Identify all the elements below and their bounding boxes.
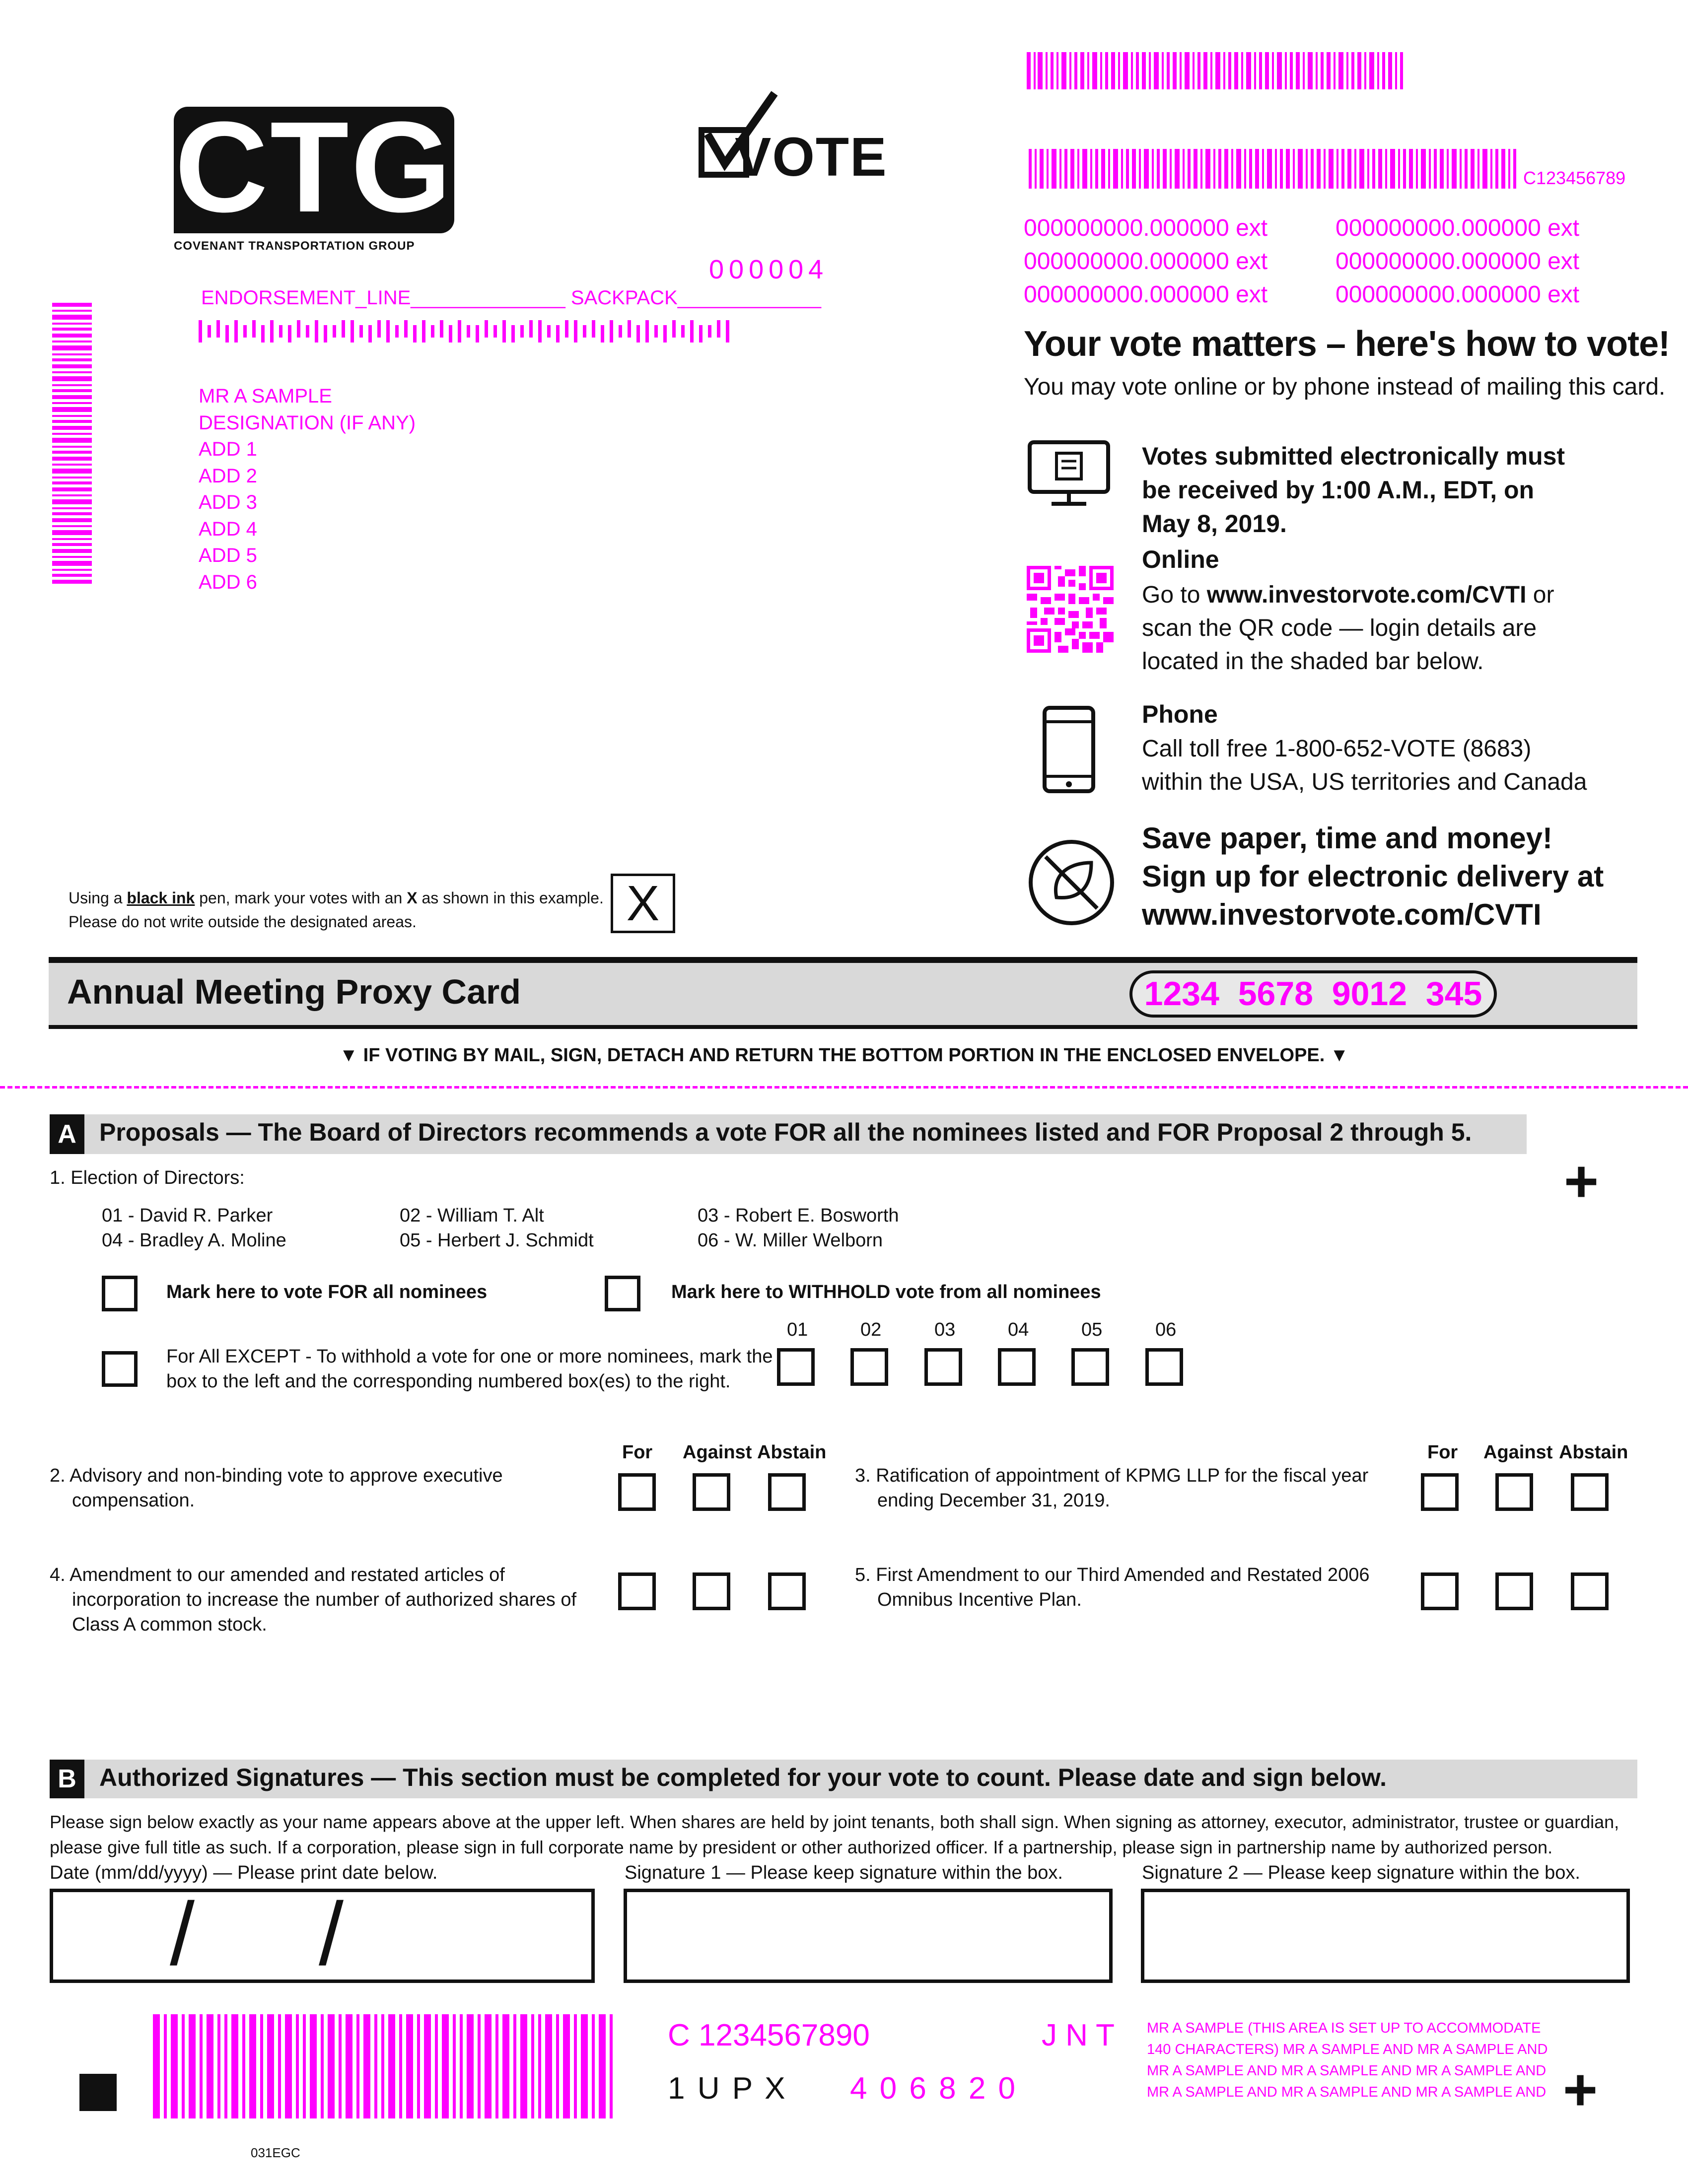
vertical-barcode xyxy=(52,303,92,586)
for-all-checkbox[interactable] xyxy=(102,1276,138,1311)
p2-against-checkbox[interactable] xyxy=(693,1473,730,1511)
online-title: Online xyxy=(1142,546,1219,573)
date-slash: / xyxy=(170,1884,195,1984)
vote-deadline: Votes submitted electronically must be received by 1:00 A.M., EDT, on May 8, 2019. xyxy=(1142,442,1565,538)
registration-square xyxy=(79,2074,117,2111)
date-slash: / xyxy=(319,1884,344,1984)
col-for: For xyxy=(622,1442,653,1463)
postal-barcode xyxy=(199,320,735,342)
example-mark-box xyxy=(611,874,675,933)
detach-line xyxy=(0,1086,1688,1089)
nominee: 05 - Herbert J. Schmidt xyxy=(400,1230,594,1251)
online-url[interactable]: www.investorvote.com/CVTI xyxy=(1206,582,1527,608)
except-checkbox-03[interactable] xyxy=(924,1348,962,1386)
for-all-label: Mark here to vote FOR all nominees xyxy=(166,1282,488,1302)
for-all-except-checkbox[interactable] xyxy=(102,1351,138,1387)
p3-against-checkbox[interactable] xyxy=(1495,1473,1533,1511)
nominee: 04 - Bradley A. Moline xyxy=(102,1230,286,1251)
vote-headline: Your vote matters – here's how to vote! xyxy=(1024,324,1670,364)
except-checkbox-06[interactable] xyxy=(1145,1348,1183,1386)
signature2-field[interactable] xyxy=(1141,1889,1630,1983)
except-checkbox-02[interactable] xyxy=(850,1348,888,1386)
example-x-mark: X xyxy=(626,876,660,931)
ext-line: 000000000.000000 ext xyxy=(1336,215,1580,241)
p4-abstain-checkbox[interactable] xyxy=(768,1572,806,1610)
nominee: 02 - William T. Alt xyxy=(400,1205,544,1226)
ext-line: 000000000.000000 ext xyxy=(1024,215,1268,241)
form-code: 031EGC xyxy=(251,2145,300,2160)
signature-instructions: Please sign below exactly as your name appears above at the upper left. When shares are held by joint tenants, both shall sign. When signing as attorney, executor, administrator, trustee or guardian, please give full title as such. If a corporation, please sign in full corporate name by president or other authorized officer. If a partnership, please sign in partnership name by authorized person. xyxy=(50,1812,1619,1857)
withhold-all-label: Mark here to WITHHOLD vote from all nominees xyxy=(671,1282,1101,1302)
except-number: 04 xyxy=(1008,1319,1029,1340)
instructions-line2: Please do not write outside the designated areas. xyxy=(69,913,417,931)
section-b-title: Authorized Signatures — This section must be completed for your vote to count. Please date and sign below. xyxy=(99,1764,1387,1791)
logo-text: CTG xyxy=(175,95,453,239)
except-checkbox-01[interactable] xyxy=(777,1348,815,1386)
proposal-3-text: 3. Ratification of appointment of KPMG LLP for the fiscal year ending December 31, 2019. xyxy=(855,1465,1369,1511)
address-line: ADD 4 xyxy=(199,518,257,540)
footer-jnt: J N T xyxy=(1042,2018,1115,2052)
sample-name-block: MR A SAMPLE (THIS AREA IS SET UP TO ACCOMMODATE 140 CHARACTERS) MR A SAMPLE AND MR A SAMPLE AND MR A SAMPLE AND MR A SAMPLE AND MR A SAMPLE AND MR A SAMPLE AND MR A SAMPLE AND MR A SAMPLE AND xyxy=(1147,2020,1548,2100)
p5-abstain-checkbox[interactable] xyxy=(1571,1572,1609,1610)
section-a-letter: A xyxy=(50,1114,84,1154)
except-number: 01 xyxy=(787,1319,808,1340)
address-block xyxy=(199,383,416,596)
except-checkbox-04[interactable] xyxy=(998,1348,1036,1386)
col-against: Against xyxy=(683,1442,752,1463)
p5-against-checkbox[interactable] xyxy=(1495,1572,1533,1610)
except-line1: For All EXCEPT - To withhold a vote for one or more nominees, mark the xyxy=(166,1346,773,1367)
nominee: 03 - Robert E. Bosworth xyxy=(698,1205,899,1226)
p3-abstain-checkbox[interactable] xyxy=(1571,1473,1609,1511)
phone-text: Call toll free 1-800-652-VOTE (8683) within the USA, US territories and Canada xyxy=(1142,736,1587,795)
online-text-post: or scan the QR code — login details are located in the shaded bar below. xyxy=(1142,582,1554,675)
p5-for-checkbox[interactable] xyxy=(1421,1572,1459,1610)
col-for: For xyxy=(1427,1442,1458,1463)
plus-mark: + xyxy=(1563,2056,1598,2123)
company-logo xyxy=(174,95,454,239)
instructions-line1: Using a black ink pen, mark your votes with an X as shown in this example. xyxy=(69,889,604,907)
instructions-text xyxy=(69,886,604,934)
endorsement-line: ENDORSEMENT_LINE______________ SACKPACK_____________ xyxy=(201,287,821,309)
address-line: MR A SAMPLE xyxy=(199,385,332,407)
qr-code-icon xyxy=(1027,566,1114,653)
signature2-label: Signature 2 — Please keep signature within the box. xyxy=(1142,1862,1580,1883)
sequence-number: 000004 xyxy=(709,255,829,284)
col-abstain: Abstain xyxy=(1559,1442,1628,1463)
section-a-title: Proposals — The Board of Directors recommends a vote FOR all the nominees listed and FOR Proposal 2 through 5. xyxy=(99,1118,1472,1146)
address-line: ADD 1 xyxy=(199,438,257,460)
ext-line: 000000000.000000 ext xyxy=(1336,248,1580,274)
proposal-5-text: 5. First Amendment to our Third Amended and Restated 2006 Omnibus Incentive Plan. xyxy=(855,1565,1370,1610)
address-line: ADD 3 xyxy=(199,491,257,513)
proxy-number-text: 1234 5678 9012 345 xyxy=(1144,975,1482,1013)
ext-line: 000000000.000000 ext xyxy=(1024,281,1268,308)
control-code: C123456789 xyxy=(1523,168,1626,188)
leaf-icon xyxy=(1027,838,1116,927)
address-line: ADD 2 xyxy=(199,465,257,487)
detach-instructions: ▼ IF VOTING BY MAIL, SIGN, DETACH AND RETURN THE BOTTOM PORTION IN THE ENCLOSED ENVELOPE. ▼ xyxy=(339,1045,1349,1066)
except-number: 03 xyxy=(934,1319,956,1340)
online-text xyxy=(1142,578,1579,678)
online-text-pre: Go to xyxy=(1142,582,1207,608)
phone-title: Phone xyxy=(1142,700,1218,728)
p2-abstain-checkbox[interactable] xyxy=(768,1473,806,1511)
proposal-4-text: 4. Amendment to our amended and restated articles of incorporation to increase the number of authorized shares of Class A common stock. xyxy=(50,1565,577,1635)
withhold-all-checkbox[interactable] xyxy=(605,1276,640,1311)
save-line1: Save paper, time and money! xyxy=(1142,821,1552,855)
phone-icon xyxy=(1042,705,1096,794)
footer-control: C 1234567890 xyxy=(668,2018,870,2052)
footer-upx: 1 U P X xyxy=(668,2071,787,2106)
top-barcode xyxy=(1027,52,1404,89)
vote-logo-text: VOTE xyxy=(735,127,888,188)
p2-for-checkbox[interactable] xyxy=(618,1473,656,1511)
proxy-bar-bottom-rule xyxy=(49,1025,1637,1029)
col-abstain: Abstain xyxy=(757,1442,827,1463)
ext-line: 000000000.000000 ext xyxy=(1024,248,1268,274)
address-line: DESIGNATION (IF ANY) xyxy=(199,411,416,434)
except-number: 02 xyxy=(860,1319,882,1340)
nominee: 01 - David R. Parker xyxy=(102,1205,273,1226)
p4-against-checkbox[interactable] xyxy=(693,1572,730,1610)
address-line: ADD 5 xyxy=(199,545,257,566)
date-field[interactable] xyxy=(50,1884,595,1984)
proposal-2-text: 2. Advisory and non-binding vote to approve executive compensation. xyxy=(50,1465,503,1511)
nominee: 06 - W. Miller Welborn xyxy=(698,1230,883,1251)
col-against: Against xyxy=(1483,1442,1553,1463)
except-number: 06 xyxy=(1155,1319,1177,1340)
logo-subtitle: COVENANT TRANSPORTATION GROUP xyxy=(174,239,415,253)
election-label: 1. Election of Directors: xyxy=(50,1167,245,1188)
except-number: 05 xyxy=(1081,1319,1103,1340)
footer-seq: 4 0 6 8 2 0 xyxy=(850,2071,1018,2106)
except-line2: box to the left and the corresponding numbered box(es) to the right. xyxy=(166,1371,731,1392)
save-line3[interactable]: www.investorvote.com/CVTI xyxy=(1142,898,1542,931)
plus-mark: + xyxy=(1564,1148,1599,1215)
proxy-card-title: Annual Meeting Proxy Card xyxy=(67,972,521,1011)
signature1-field[interactable] xyxy=(624,1889,1113,1983)
bottom-barcode xyxy=(153,2014,620,2118)
p4-for-checkbox[interactable] xyxy=(618,1572,656,1610)
address-line: ADD 6 xyxy=(199,571,257,593)
except-checkbox-05[interactable] xyxy=(1071,1348,1109,1386)
save-line2: Sign up for electronic delivery at xyxy=(1142,860,1604,893)
save-paper-block xyxy=(1142,819,1604,934)
section-b-letter: B xyxy=(50,1760,84,1798)
p3-for-checkbox[interactable] xyxy=(1421,1473,1459,1511)
ext-line: 000000000.000000 ext xyxy=(1336,281,1580,308)
proxy-bar-top-rule xyxy=(49,957,1637,963)
computer-icon xyxy=(1027,439,1111,509)
proxy-number xyxy=(1129,970,1497,1018)
signature1-label: Signature 1 — Please keep signature within the box. xyxy=(625,1862,1063,1883)
control-barcode xyxy=(1029,149,1520,189)
vote-subline: You may vote online or by phone instead of mailing this card. xyxy=(1024,374,1666,400)
date-label: Date (mm/dd/yyyy) — Please print date below. xyxy=(50,1862,438,1883)
